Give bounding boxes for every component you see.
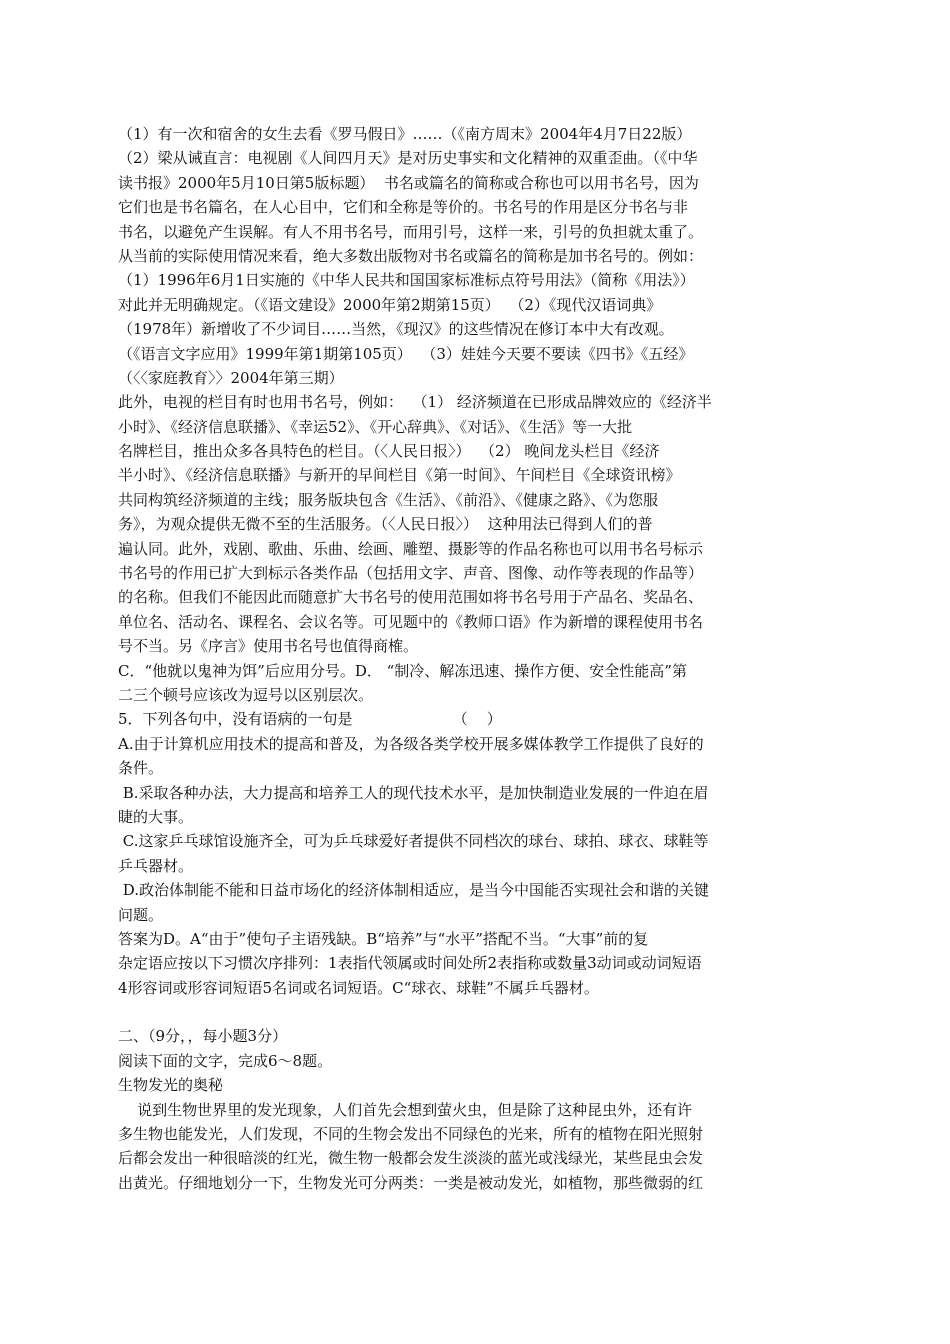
text-line: 4形容词或形容词短语5名词或名词短语。C“球衣、球鞋”不属乒乓器材。 bbox=[118, 978, 599, 997]
text-line: （〈〈家庭教育〉〉2004年第三期） bbox=[118, 368, 344, 387]
text-line: 读书报》2000年5月10日第5版标题） 书名或篇名的简称或合称也可以用书名号，因为 bbox=[118, 173, 699, 192]
passage-line: 后都会发出一种很暗淡的红光，微生物一般都会发生淡淡的蓝光或浅绿光，某些昆虫会发 bbox=[118, 1149, 704, 1168]
text-line: 对此并无明确规定。（《语文建设》2000年第2期第15页） （2）《现代汉语词典》 bbox=[118, 295, 662, 314]
text-line: （1）1996年6月1日实施的《中华人民共和国国家标准标点符号用法》（简称《用法》） bbox=[118, 271, 695, 290]
text-line: 务》，为观众提供无微不至的生活服务。（〈人民日报〉） 这种用法已得到人们的普 bbox=[118, 515, 653, 534]
text-line: 问题。 bbox=[118, 905, 164, 924]
text-line: （1）有一次和宿舍的女生去看《罗马假日》……（《南方周末》2004年4月7日22版） bbox=[118, 125, 692, 143]
option-a: A.由于计算机应用技术的提高和普及，为各级各类学校开展多媒体教学工作提供了良好的 bbox=[118, 734, 704, 753]
text-line: 名牌栏目，推出众多各具特色的栏目。（〈人民日报〉） （2） 晚间龙头栏目《经济 bbox=[118, 442, 660, 461]
text-line: 的名称。但我们不能因此而随意扩大书名号的使用范围如将书名号用于产品名、奖品名、 bbox=[118, 588, 704, 607]
text-line: （1978年）新增收了不少词目……当然，《现汉》的这些情况在修订本中大有改观。 bbox=[118, 320, 674, 339]
option-d: D.政治体制能不能和日益市场化的经济体制相适应，是当今中国能否实现社会和谐的关键 bbox=[118, 881, 710, 900]
passage-title: 生物发光的奥秘 bbox=[118, 1076, 224, 1095]
text-line: 它们也是书名篇名，在人心目中，它们和全称是等价的。书名号的作用是区分书名与非 bbox=[118, 198, 689, 217]
passage-line: 多生物也能发光，人们发现，不同的生物会发出不同绿色的光来，所有的植物在阳光照射 bbox=[118, 1125, 704, 1144]
text-line: 睫的大事。 bbox=[118, 807, 194, 826]
text-line: 乒乓器材。 bbox=[118, 856, 194, 875]
text-line: 杂定语应按以下习惯次序排列：1表指代领属或时间处所2表指称或数量3动词或动词短语 bbox=[118, 954, 702, 973]
section-heading: 二、（9分，，每小题3分） bbox=[118, 1027, 288, 1046]
text-line: 书名，以避免产生误解。有人不用书名号，而用引号，这样一来，引号的负担就太重了。 bbox=[118, 222, 704, 241]
passage-line: 说到生物世界里的发光现象，人们首先会想到萤火虫，但是除了这种昆虫外，还有许 bbox=[118, 1100, 693, 1119]
option-c: C.这家乒乓球馆设施齐全，可为乒乓球爱好者提供不同档次的球台、球拍、球衣、球鞋等 bbox=[118, 832, 709, 851]
question-5-stem: 5．下列各句中，没有语病的一句是 （ ） bbox=[118, 710, 502, 729]
document-body bbox=[118, 122, 818, 1195]
passage-line: 出黄光。仔细地划分一下，生物发光可分两类：一类是被动发光，如植物，那些微弱的红 bbox=[118, 1173, 704, 1192]
text-line: C．“他就以鬼神为饵”后应用分号。D． “制冷、解冻迅速、操作方便、安全性能高”第 bbox=[118, 661, 687, 680]
text-line: 单位名、活动名、课程名、会议名等。可见题中的《教师口语》作为新增的课程使用书名 bbox=[118, 612, 704, 631]
text-line: 二三个顿号应该改为逗号以区别层次。 bbox=[118, 685, 374, 704]
text-line: 此外，电视的栏目有时也用书名号，例如： （1） 经济频道在已形成品牌效应的《经济半 bbox=[118, 393, 712, 412]
text-line: 号不当。另《序言》使用书名号也值得商榷。 bbox=[118, 637, 419, 656]
text-line: 书名号的作用已扩大到标示各类作品（包括用文字、声音、图像、动作等表现的作品等） bbox=[118, 564, 704, 583]
text-line: 条件。 bbox=[118, 759, 164, 778]
answer-explanation: 答案为D。A“由于”使句子主语残缺。B“培养”与“水平”搭配不当。“大事”前的复 bbox=[118, 929, 649, 948]
text-line: 遍认同。此外，戏剧、歌曲、乐曲、绘画、雕塑、摄影等的作品名称也可以用书名号标示 bbox=[118, 539, 704, 558]
text-line: 小时》、《经济信息联播》、《幸运52》、《开心辞典》、《对话》、《生活》等一大批 bbox=[118, 417, 633, 436]
text-line: 从当前的实际使用情况来看，绝大多数出版物对书名或篇名的简称是加书名号的。例如： bbox=[118, 246, 704, 265]
text-line: 共同构筑经济频道的主线；服务版块包含《生活》、《前沿》、《健康之路》、《为您服 bbox=[118, 490, 659, 509]
section-instruction: 阅读下面的文字，完成6～8题。 bbox=[118, 1051, 333, 1070]
text-line: （2）梁从诫直言：电视剧《人间四月天》是对历史事实和文化精神的双重歪曲。（《中华 bbox=[118, 149, 698, 168]
blank-line bbox=[118, 1000, 818, 1024]
text-line: 半小时》、《经济信息联播》与新开的早间栏目《第一时间》、午间栏目《全球资讯榜》 bbox=[118, 466, 681, 485]
option-b: B.采取各种办法，大力提高和培养工人的现代技术水平，是加快制造业发展的一件迫在眉 bbox=[118, 783, 709, 802]
text-line: （《语言文字应用》1999年第1期第105页） （3）娃娃今天要不要读《四书》《五经》 bbox=[118, 344, 694, 363]
